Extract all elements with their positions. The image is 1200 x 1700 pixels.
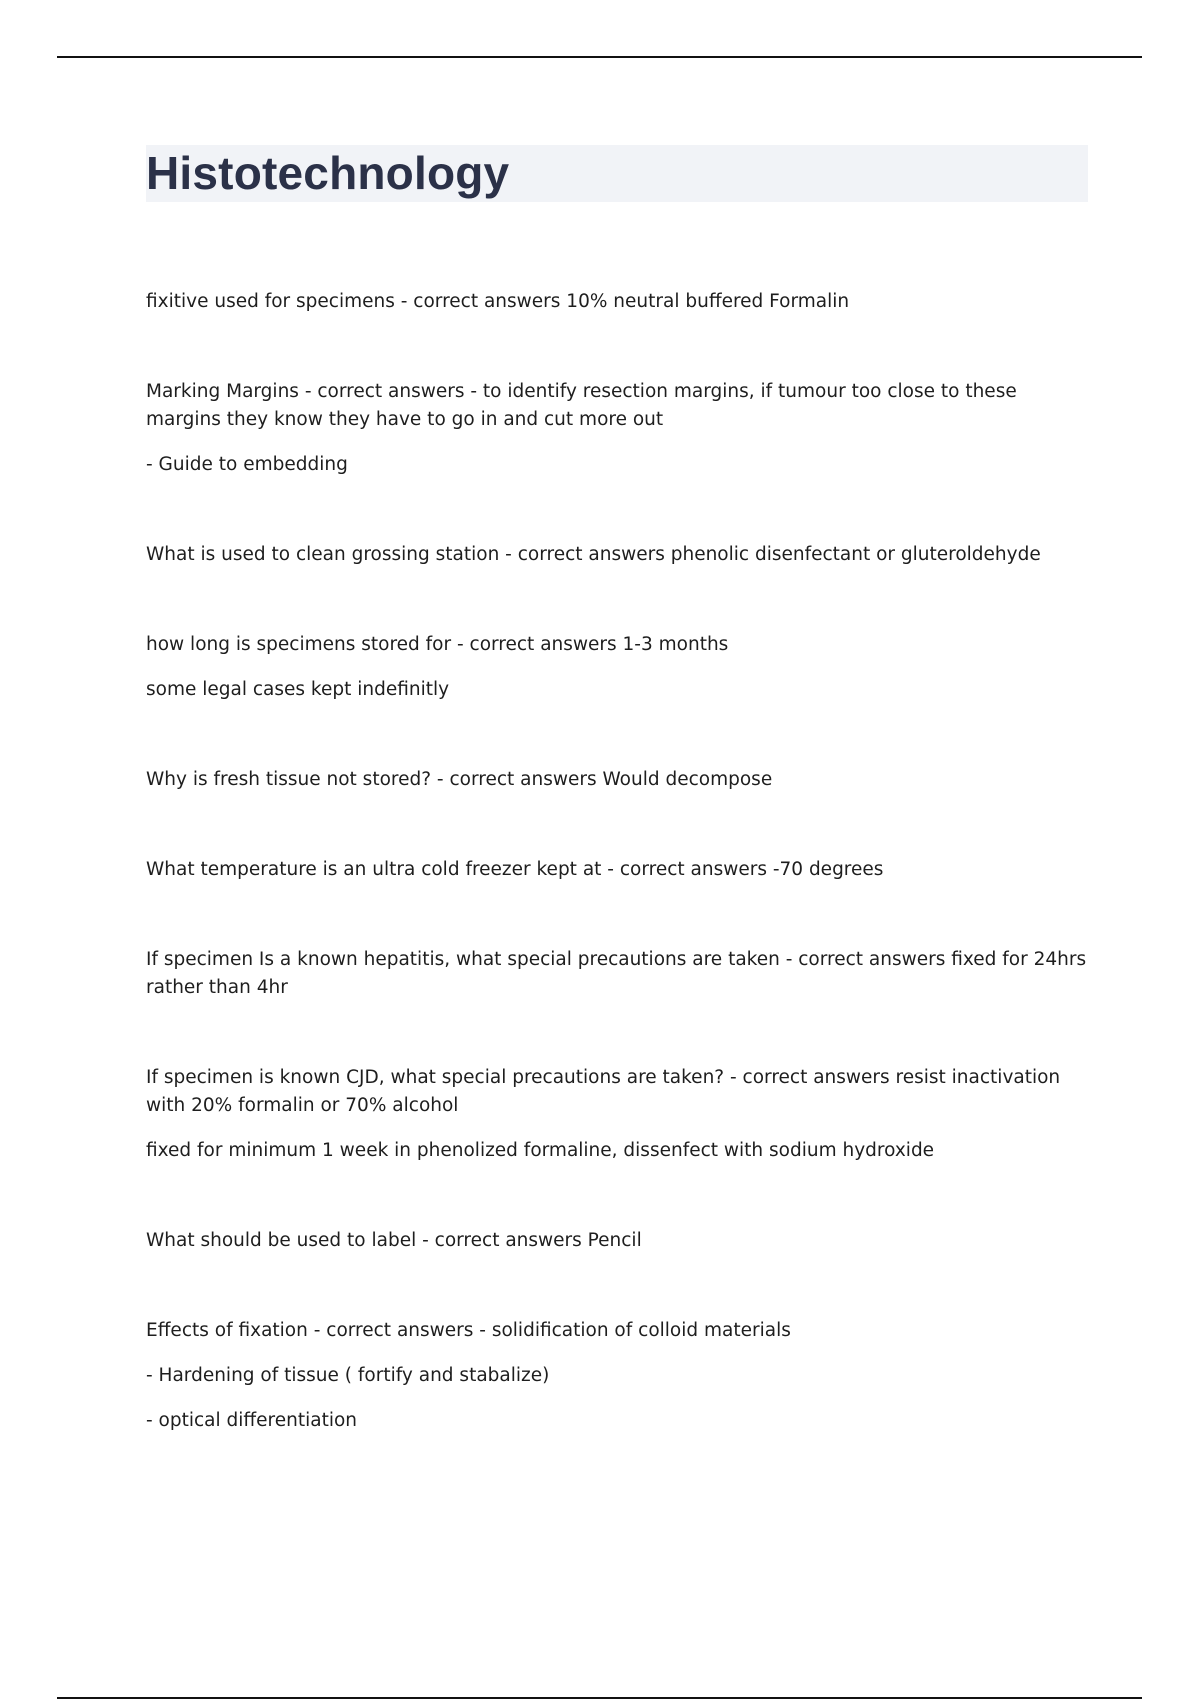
qa-text: Effects of fixation - correct answers - solidification of colloid materials [146, 1320, 791, 1341]
qa-text: If specimen is known CJD, what special precautions are taken? - correct answers resist inactivation with 20% formalin or 70% alcohol [146, 1067, 1061, 1116]
qa-entry [146, 378, 1088, 479]
qa-entry [146, 1317, 1088, 1435]
qa-text: some legal cases kept indefinitly [146, 679, 450, 700]
qa-text: Marking Margins - correct answers - to identify resection margins, if tumour too close to these margins they know they have to go in and cut more out [146, 381, 1017, 430]
qa-entry [146, 856, 1088, 884]
qa-text: - optical differentiation [146, 1410, 358, 1431]
qa-text: - Hardening of tissue ( fortify and stabalize) [146, 1365, 550, 1386]
qa-entry [146, 766, 1088, 794]
qa-entry [146, 631, 1088, 704]
qa-entry [146, 946, 1088, 1002]
qa-entry [146, 1227, 1088, 1255]
qa-text: What temperature is an ultra cold freezer kept at - correct answers -70 degrees [146, 859, 884, 880]
qa-entry [146, 288, 1088, 316]
qa-text: how long is specimens stored for - correct answers 1-3 months [146, 634, 729, 655]
qa-text: What is used to clean grossing station - correct answers phenolic disenfectant or gluteroldehyde [146, 544, 1041, 565]
qa-text: fixitive used for specimens - correct answers 10% neutral buffered Formalin [146, 291, 850, 312]
qa-text: fixed for minimum 1 week in phenolized formaline, dissenfect with sodium hydroxide [146, 1140, 935, 1161]
document-title: Histotechnology [146, 147, 510, 199]
qa-text: Why is fresh tissue not stored? - correct answers Would decompose [146, 769, 773, 790]
header-rule [57, 56, 1142, 58]
qa-text: If specimen Is a known hepatitis, what special precautions are taken - correct answers fixed for 24hrs rather than 4hr [146, 949, 1087, 998]
qa-entry [146, 1064, 1088, 1165]
qa-list [146, 288, 1088, 1435]
footer-rule [57, 1697, 1142, 1699]
qa-text: - Guide to embedding [146, 454, 348, 475]
qa-text: What should be used to label - correct answers Pencil [146, 1230, 642, 1251]
qa-entry [146, 541, 1088, 569]
